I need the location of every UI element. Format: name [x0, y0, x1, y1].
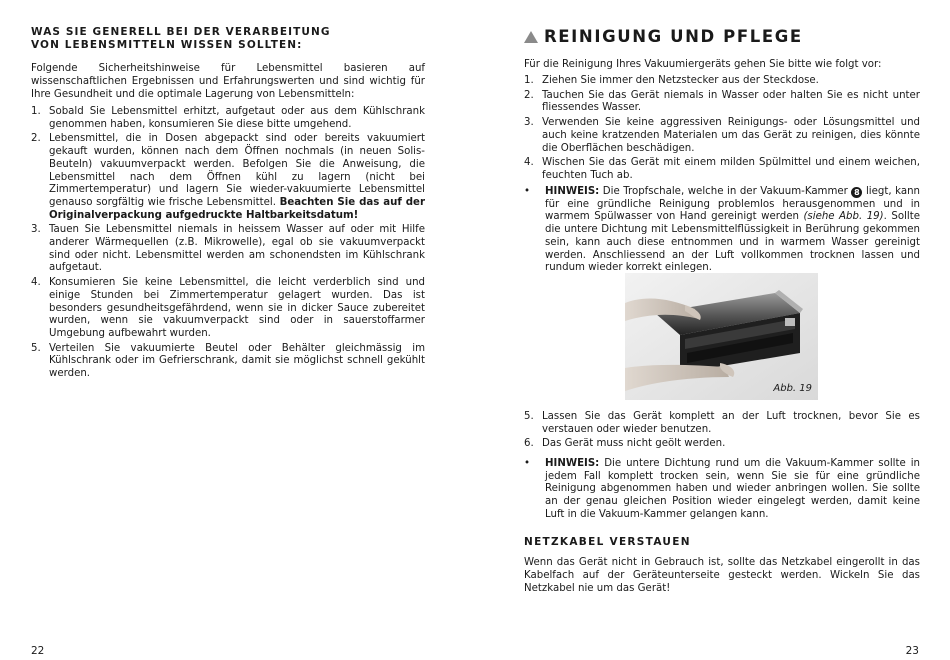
note-text-part: Die untere Dichtung rund um die Vakuum-Kammer sollte in jedem Fall komplett trocken sein, wenn Sie sie für eine gründliche Reinigung abgenommen haben und wieder anbringen wollen. Sie sollte an der genau gleichen Position wieder eingelegt werden, damit keine Luft in die Vakuum-Kammer gelangen kann. — [545, 458, 920, 520]
note-text-part: Die Tropfschale, welche in der Vakuum-Kammer — [599, 186, 852, 197]
item-number: 1. — [31, 106, 41, 117]
note-label: HINWEIS: — [545, 458, 600, 469]
list-item — [31, 133, 425, 222]
item-text: Tauchen Sie das Gerät niemals in Wasser oder halten Sie es nicht unter fliessendes Wasser. — [542, 89, 920, 114]
list-item — [524, 438, 920, 451]
vacuum-sealer-cleaning-image — [625, 273, 818, 400]
right-heading: REINIGUNG UND PFLEGE — [544, 27, 803, 46]
figure-caption: Abb. 19 — [773, 383, 812, 394]
note-text-part: liegt, kann für eine gründliche Reinigung problemlos herausgenommen und in warmem Spülwasser von Hand gereinigt werden — [545, 186, 920, 223]
cable-storage-text: Wenn das Gerät nicht in Gebrauch ist, sollte das Netzkabel eingerollt in das Kabelfach auf der Geräteunterseite gesteckt werden. Wickeln Sie das Netzkabel nie um das Gerät! — [524, 557, 920, 594]
figure-reference: (siehe Abb. 19) — [803, 211, 884, 223]
left-heading-line1: WAS SIE GENERELL BEI DER VERARBEITUNG — [31, 26, 331, 38]
bullet: • — [524, 458, 531, 469]
note-label: HINWEIS: — [545, 186, 600, 197]
item-text: Tauen Sie Lebensmittel niemals in heissem Wasser auf oder mit Hilfe anderer Wärmequellen (z.B. Mikrowelle), egal ob sie vakuumverpackt sind oder nicht. Lebensmittel werden am schonendsten im Kühlschrank aufgetaut. — [49, 224, 425, 274]
item-text: Lebensmittel, die in Dosen abgepackt sind oder bereits vakuumiert gekauft wurden, können nach dem Öffnen nochmals (in neuen Solis-Beuteln) vakuumverpackt werden. Befolgen Sie die Anweisung, die Lebensmittel nach dem Öffnen kühl zu lagern (nicht bei Zimmertemperatur) und lagern Sie wieder-vakuumierte Lebensmittel genauso sorgfältig wie frische Lebensmittel. — [49, 133, 425, 208]
list-item — [31, 277, 425, 341]
note-text-part: . Sollte die untere Dichtung mit Lebensmittelflüssigkeit in Berührung gekommen sein, kann auch diese entnommen und in warmem Wasser gereinigt werden. Anschliessend an der Luft vollkommen trocknen lassen und rundum wieder korrekt einlegen. — [545, 211, 920, 274]
item-text: Lassen Sie das Gerät komplett an der Luft trocknen, bevor Sie es verstauen oder wieder benutzen. — [542, 411, 920, 435]
sub-heading: NETZKABEL VERSTAUEN — [524, 536, 691, 548]
left-heading — [31, 26, 431, 52]
item-text: Das Gerät muss nicht geölt werden. — [542, 438, 726, 450]
cleaning-steps-list-continued — [524, 411, 920, 451]
item-text: Verteilen Sie vakuumierte Beutel oder Behälter gleichmässig im Kühlschrank oder im Gefrierschrank, damit sie möglichst schnell gekühlt werden. — [49, 342, 425, 380]
item-text: Wischen Sie das Gerät mit einem milden Spülmittel und einem weichen, feuchten Tuch ab. — [542, 157, 920, 181]
left-numbered-list — [31, 106, 425, 381]
item-number: 4. — [31, 277, 41, 289]
note-text — [545, 186, 920, 275]
page-number-left: 22 — [31, 645, 45, 657]
item-text: Verwenden Sie keine aggressiven Reinigungs- oder Lösungsmittel und auch keine kratzenden Materialen um das Gerät zu reinigen, dies könnte die Oberflächen beschädigen. — [542, 117, 920, 154]
item-number: 1. — [524, 75, 534, 86]
list-item — [31, 106, 425, 131]
item-text: Konsumieren Sie keine Lebensmittel, die leicht verderblich sind und einige Stunden bei Zimmertemperatur gelagert wurden. Das ist besonders gesundheitsgefährdend, wenn sie in dicker Sauce zubereitet wurden, wenn sie vakuumverpackt sind oder in sauerstoffarmer Umgebung aufbewahrt wurden. — [49, 277, 425, 339]
note-drip-tray — [524, 186, 920, 275]
item-text: Ziehen Sie immer den Netzstecker aus der Steckdose. — [542, 75, 819, 86]
cleaning-steps-list — [524, 75, 920, 183]
item-number: 5. — [31, 342, 41, 354]
right-page — [475, 0, 950, 660]
note-seal — [524, 458, 920, 522]
item-number: 2. — [31, 133, 41, 145]
list-item — [524, 157, 920, 182]
list-item — [31, 224, 425, 275]
item-bold-text: Beachten Sie das auf der Originalverpackung aufgedruckte Haltbarkeitsdatum! — [49, 196, 425, 221]
list-item — [524, 75, 920, 88]
list-item — [524, 90, 920, 115]
item-text: Sobald Sie Lebensmittel erhitzt, aufgetaut oder aus dem Kühlschrank genommen haben, konsumieren Sie diese bitte umgehend. — [49, 106, 425, 130]
number-8-marker: 8 — [851, 187, 862, 198]
left-intro: Folgende Sicherheitshinweise für Lebensmittel basieren auf wissenschaftlichen Ergebnissen und Erfahrungswerten und sind wichtig für Ihre Gesundheit und die optimale Lagerung von Lebensmitteln: — [31, 63, 425, 100]
item-number: 6. — [524, 438, 534, 450]
list-item — [524, 117, 920, 155]
left-heading-line2: VON LEBENSMITTELN WISSEN SOLLTEN: — [31, 39, 303, 51]
item-number: 5. — [524, 411, 534, 422]
right-intro: Für die Reinigung Ihres Vakuumiergeräts gehen Sie bitte wie folgt vor: — [524, 59, 882, 70]
list-item — [31, 343, 425, 381]
item-number: 2. — [524, 89, 534, 101]
item-number: 3. — [524, 117, 534, 129]
list-item — [524, 411, 920, 436]
page-number-right: 23 — [905, 645, 919, 657]
note-text — [545, 458, 920, 522]
figure-19-photo — [625, 273, 818, 400]
bullet: • — [524, 186, 531, 197]
item-number: 4. — [524, 157, 534, 169]
item-number: 3. — [31, 224, 41, 236]
